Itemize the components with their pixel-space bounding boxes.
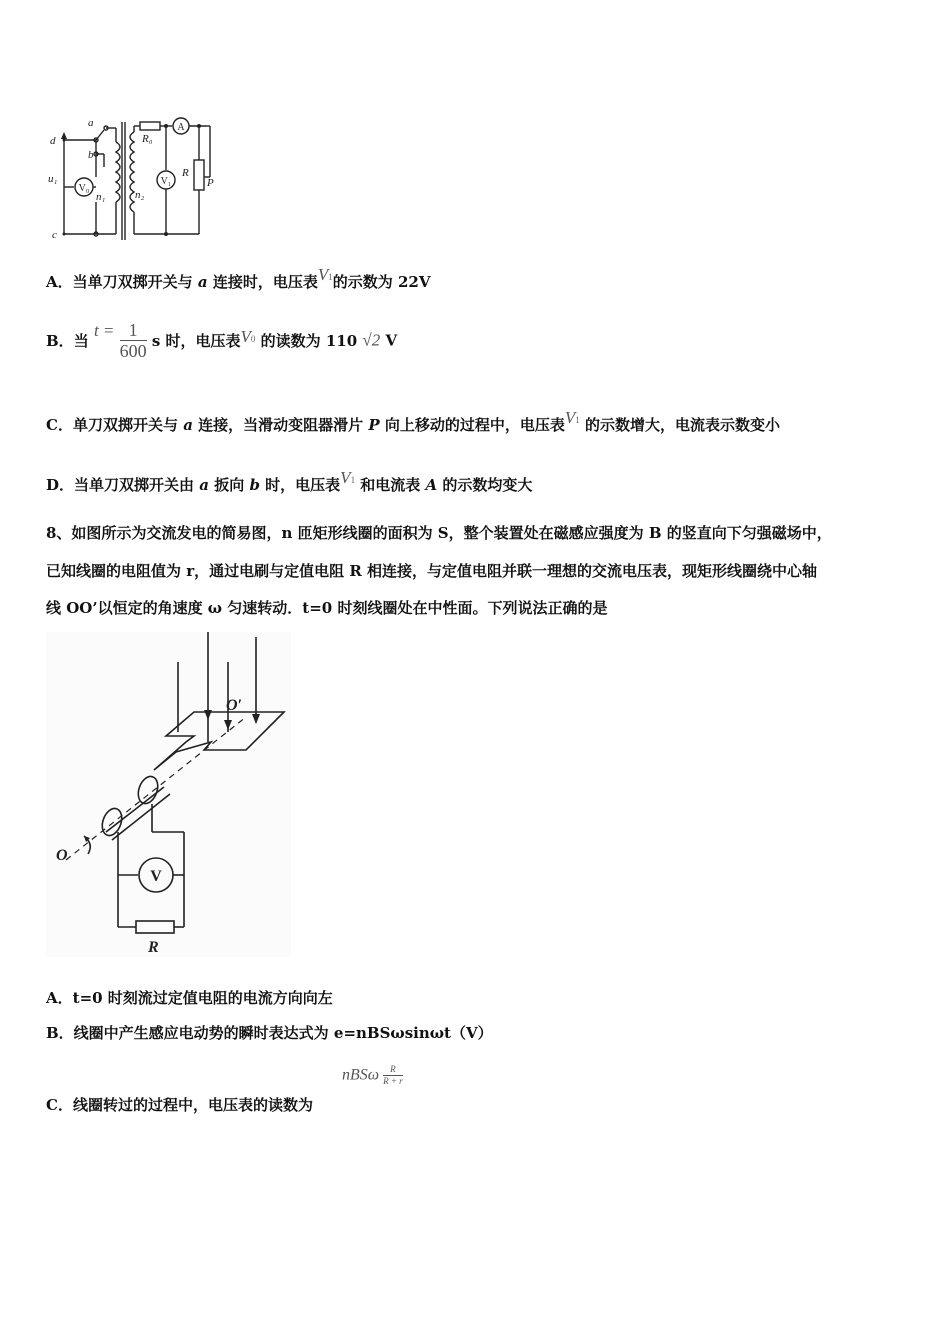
q8-option-b: B．线圈中产生感应电动势的瞬时表达式为 e=nBSωsinωt（V） [46, 1024, 493, 1042]
q8-option-c-formula: nBSω $\frac{R}{R + r}$ [342, 1064, 403, 1086]
q8-option-c: C．线圈转过的过程中，电压表的读数为 [46, 1096, 313, 1114]
label-d: d [50, 135, 56, 147]
transformer-circuit-figure [44, 112, 224, 244]
q7-option-d: D．当单刀双掷开关由 a 扳向 b 时，电压表V1 和电流表 A 的示数均变大 [46, 468, 533, 494]
label-R0: R₀ [142, 133, 153, 145]
time-fraction: $\frac{1}{600}$ [119, 320, 147, 361]
label-b: b [88, 149, 94, 161]
label-n2: n₂ [135, 189, 145, 201]
voltmeter-v0-symbol: V0 [240, 326, 256, 346]
q8-stem-line-3: 线 OO’以恒定的角速度 ω 匀速转动．t=0 时刻线圈处在中性面。下列说法正确的是 [46, 599, 608, 617]
q7-option-c: C．单刀双掷开关与 a 连接，当滑动变阻器滑片 P 向上移动的过程中，电压表V1 的示数增大，电流表示数变小 [46, 408, 781, 434]
voltmeter-label: V [150, 868, 162, 885]
q8-stem-line-1: 8、如图所示为交流发电的简易图，n 匝矩形线圈的面积为 S，整个装置处在磁感应强度为 B 的竖直向下匀强磁场中， [46, 524, 832, 542]
voltmeter-v1-symbol: V1 [340, 468, 356, 487]
q7-option-a: A．当单刀双掷开关与 a 连接时，电压表V1的示数为 22V [46, 265, 431, 291]
voltmeter-v1-symbol: V1 [564, 408, 580, 427]
label-R: R [182, 167, 189, 179]
label-u1: u₁ [48, 173, 58, 185]
voltmeter-v1-label: V₁ [160, 176, 172, 187]
ammeter-label: A [177, 122, 185, 133]
q8-stem-line-2: 已知线圈的电阻值为 r，通过电刷与定值电阻 R 相连接，与定值电阻并联一理想的交流电压表，现矩形线圈绕中心轴 [46, 562, 818, 580]
axis-label-O: O [56, 847, 68, 864]
voltmeter-v1-symbol: V1 [317, 265, 333, 284]
axis-label-O-prime: O′ [226, 697, 243, 714]
label-n1: n₁ [96, 191, 106, 203]
q8-option-a: A．t=0 时刻流过定值电阻的电流方向向左 [46, 989, 333, 1007]
generator-figure [46, 632, 291, 957]
q7-option-b: B．当 t = $\frac{1}{600}$ s 时，电压表V0 的读数为 110 √2 V [46, 320, 398, 361]
label-P: P [207, 177, 214, 189]
label-a: a [88, 117, 94, 129]
resistor-label-R: R [148, 939, 159, 956]
label-c: c [52, 229, 57, 241]
voltmeter-v0-label: V₀ [78, 183, 90, 194]
